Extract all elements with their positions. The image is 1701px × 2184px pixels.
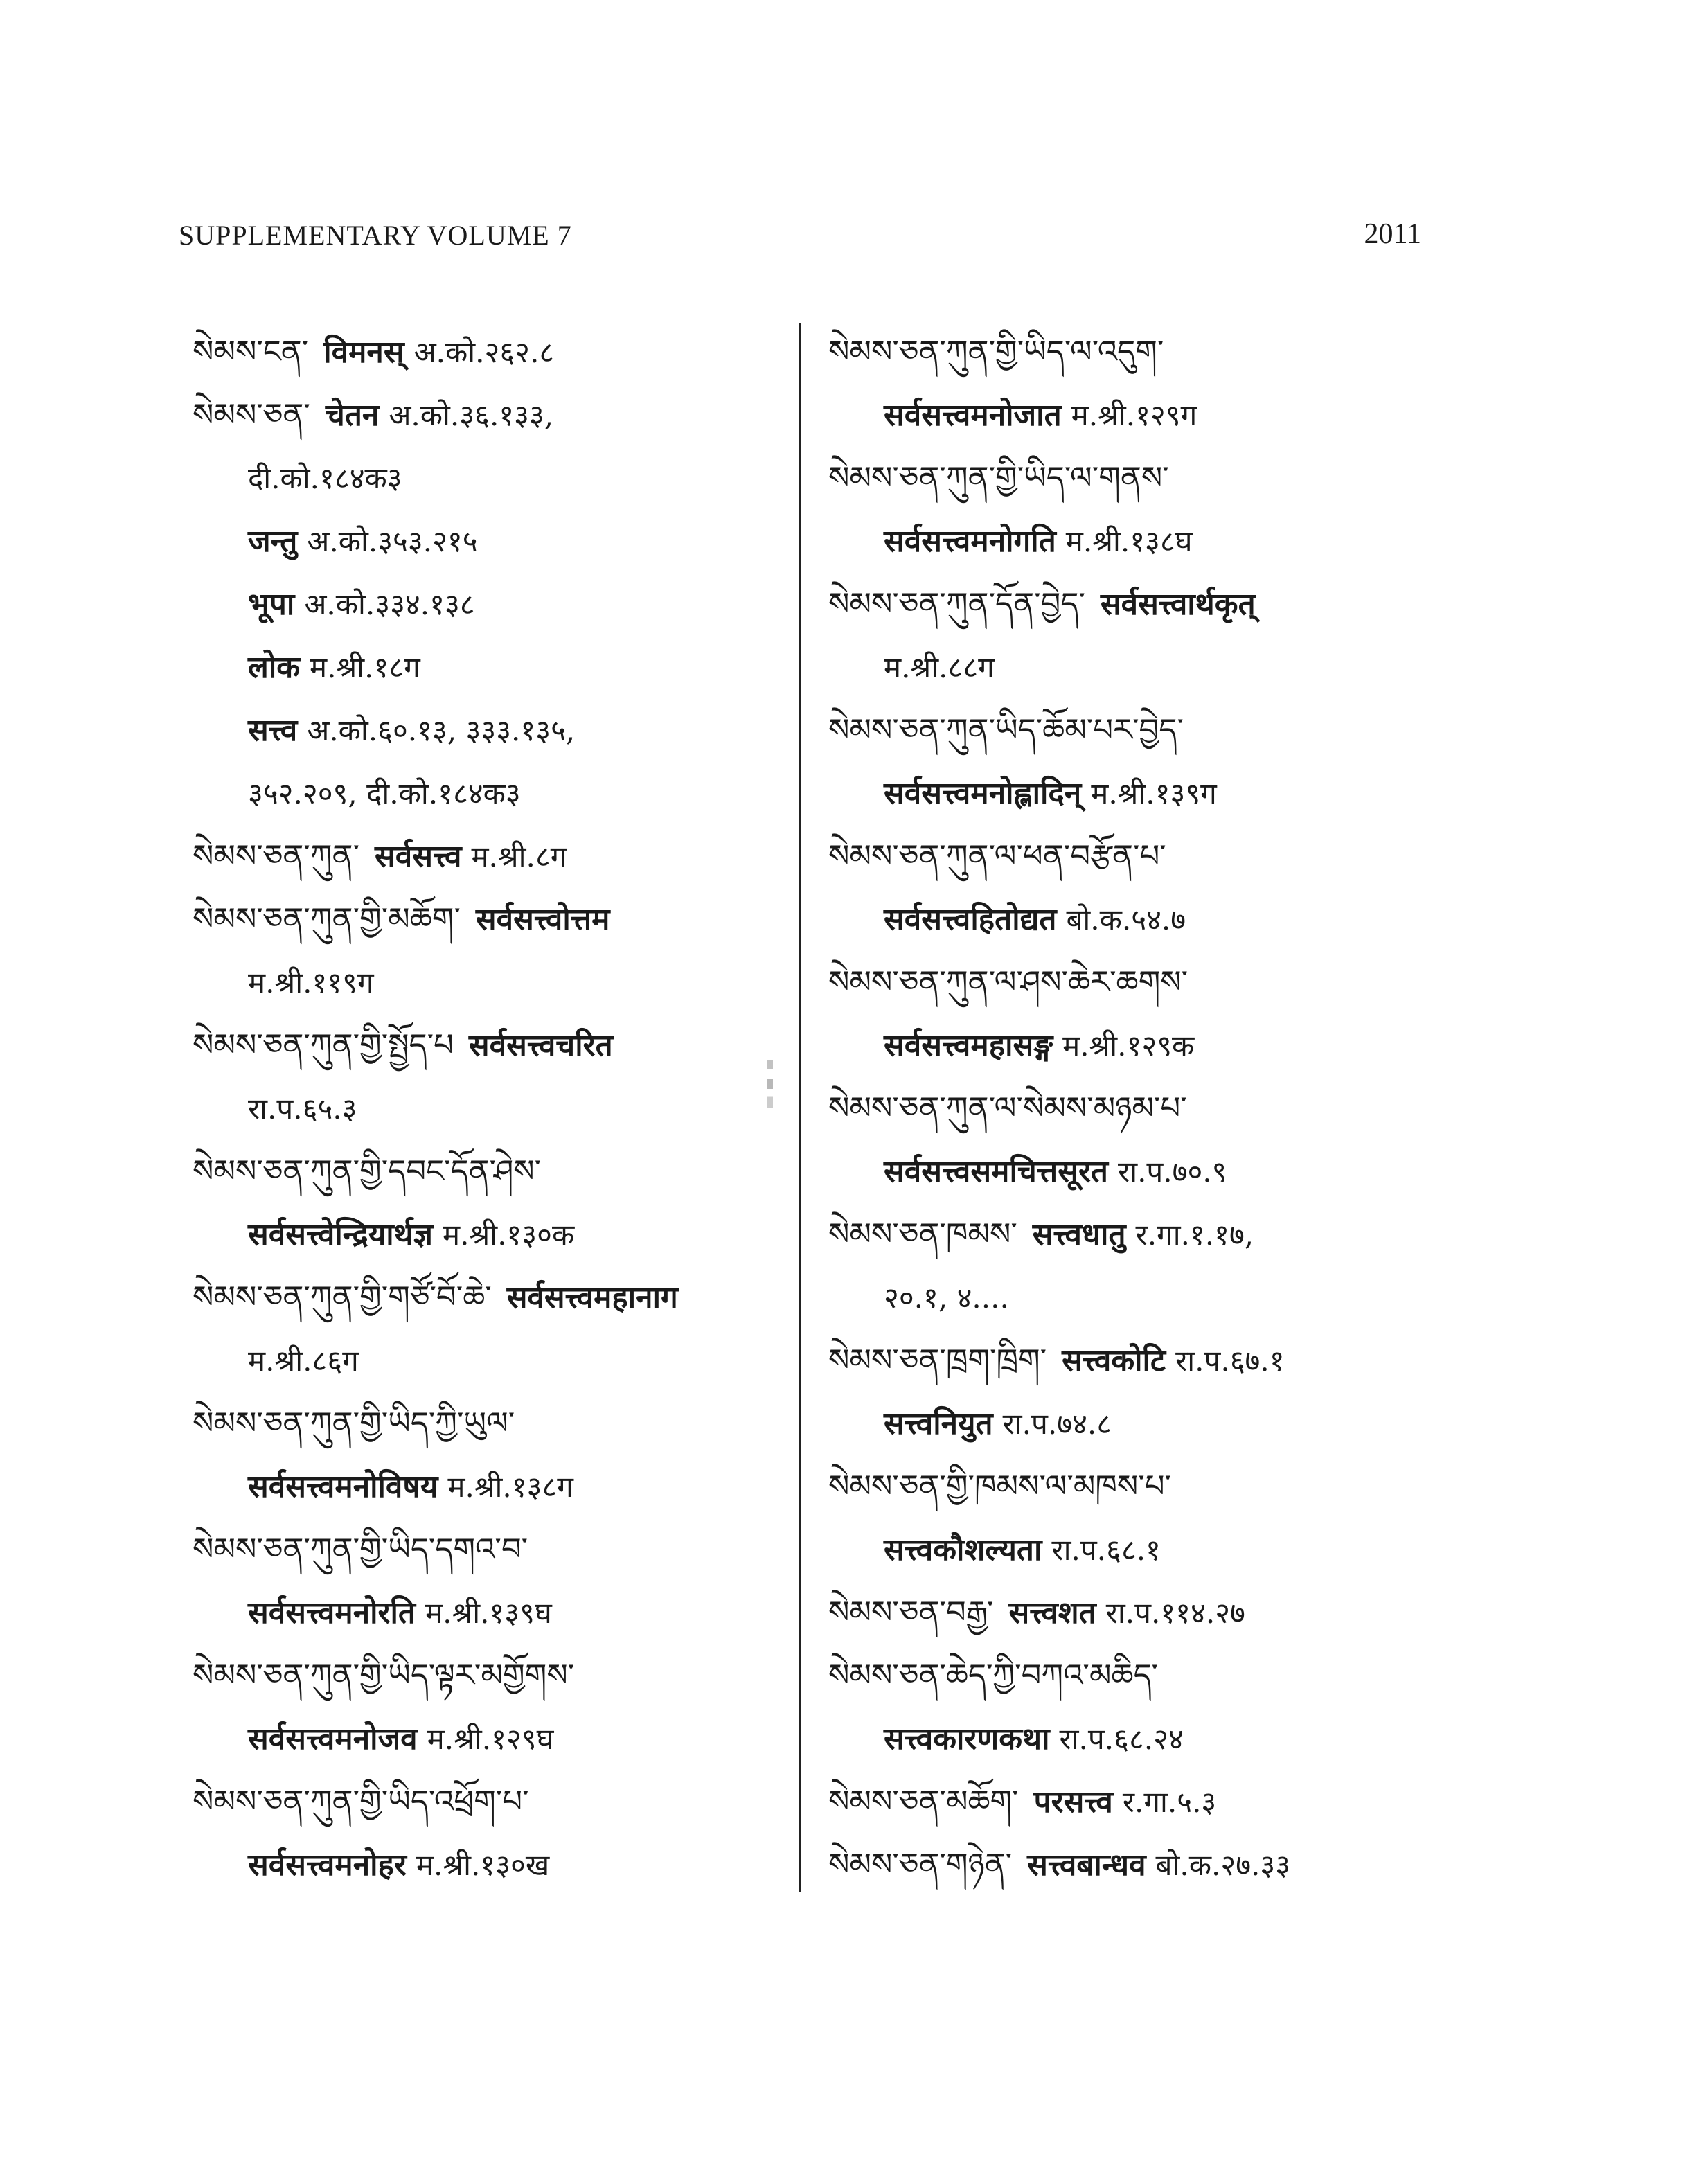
source-reference: म.श्री.१३०क [443,1218,575,1252]
sanskrit-equivalent: सर्वसत्त्वेन्द्रियार्थज्ञ [248,1217,433,1252]
source-reference: रा.प.६८.१ [1051,1533,1161,1567]
source-reference: म.श्री.१३९घ [425,1596,552,1630]
tibetan-term: སེམས་ཅན་ཀུན་གྱི་ཡིད་འཕྲོག་པ་ [193,1783,529,1820]
tibetan-term: སེམས་ཅན་ཀུན་གྱི་ཡིད་ཀྱི་ཡུལ་ [193,1405,515,1441]
sanskrit-equivalent: सत्त्वनियुत [884,1406,993,1441]
sanskrit-equivalent: सर्वसत्त्वमनोहर [248,1847,407,1883]
dictionary-line [828,698,1438,761]
dictionary-line [828,320,1438,383]
dictionary-line [193,509,788,572]
source-reference: म.श्री.१२९क [1062,1029,1195,1063]
source-reference: म.श्री.१२९घ [427,1722,554,1756]
sanskrit-equivalent: भूपा [248,587,295,622]
dictionary-line [193,698,788,761]
dictionary-line [828,1455,1438,1518]
source-reference: अ.को.६०.१३, ३३३.१३५, [307,713,576,747]
sanskrit-equivalent: चेतन [325,398,380,433]
tibetan-term: སེམས་ཅན་གཉེན་ [828,1846,1013,1883]
tibetan-term: སེམས་ཅན་ཀུན་ཡིད་ཆོམ་པར་བྱེད་ [828,711,1184,748]
dictionary-line [828,1581,1438,1644]
sanskrit-equivalent: विमनस् [323,335,404,370]
scan-artifact [767,1060,773,1108]
sanskrit-equivalent: लोक [248,650,301,685]
tibetan-term: སེམས་ཅན་ཀུན་ལ་སེམས་མཉམ་པ་ [828,1090,1187,1126]
dictionary-line [193,572,788,635]
dictionary-line [828,509,1438,572]
source-reference: म.श्री.१३०ख [416,1848,550,1882]
source-reference: रा.प.७४.८ [1002,1407,1112,1441]
source-reference: म.श्री.१२९ग [1071,398,1197,432]
dictionary-line [828,1139,1438,1202]
column-divider [799,323,801,1892]
sanskrit-equivalent: सर्वसत्त्वसमचित्तसूरत [884,1154,1109,1189]
left-column [193,320,788,1896]
sanskrit-equivalent: सत्त्वकोटि [1062,1343,1166,1378]
dictionary-line [828,572,1438,635]
dictionary-line [193,1076,788,1139]
tibetan-term: སེམས་ཅན་ཀུན་གྱི་ཡིད་ལྟར་མགྱོགས་ [193,1657,575,1694]
dictionary-line [193,950,788,1013]
sanskrit-equivalent: सत्त्वकौशल्यता [884,1532,1042,1568]
sanskrit-equivalent: सर्वसत्त्वचरित [468,1028,613,1063]
sanskrit-equivalent: सर्वसत्त्वोत्तम [475,902,610,937]
sanskrit-equivalent: सत्त्वबान्धव [1027,1847,1146,1883]
dictionary-line [193,1202,788,1266]
dictionary-line [828,950,1438,1013]
sanskrit-equivalent: सर्वसत्त्वमनोह्लादिन् [884,776,1082,811]
tibetan-term: སེམས་ཅན་ཀུན་གྱི་ཡིད་ལ་གནས་ [828,459,1169,496]
dictionary-line [828,635,1438,698]
source-reference: रा.प.६७.१ [1175,1344,1285,1378]
tibetan-term: སེམས་ཅན་མཆོག་ [828,1783,1019,1820]
dictionary-line [193,320,788,383]
dictionary-line [193,1833,788,1896]
source-reference: बो.क.५४.७ [1066,903,1186,936]
dictionary-line [828,1202,1438,1266]
source-reference: म.श्री.११९ग [248,966,374,1000]
dictionary-line [828,1329,1438,1392]
source-reference: रा.प.६८.२४ [1059,1722,1184,1756]
dictionary-line [193,887,788,950]
dictionary-line [828,761,1438,824]
sanskrit-equivalent: सर्वसत्त्वमनोगति [884,524,1056,559]
dictionary-line [828,1770,1438,1833]
sanskrit-equivalent: सत्त्वधातु [1032,1217,1126,1252]
tibetan-term: སེམས་ཅན་ཀུན་གྱི་ཡིད་དགའ་བ་ [193,1531,528,1568]
tibetan-term: སེམས་ཅན་ཀུན་གྱི་དབང་དོན་ཤེས་ [193,1153,542,1189]
dictionary-line [828,1707,1438,1770]
source-reference: र.गा.५.३ [1122,1785,1217,1819]
source-reference: म.श्री.८ग [471,840,567,873]
sanskrit-equivalent: सर्वसत्त्वमहासङ्ग [884,1028,1053,1063]
sanskrit-equivalent: सर्वसत्त्वमहानाग [506,1280,678,1315]
source-reference: २०.१, ४.... [884,1281,1009,1315]
tibetan-term: སེམས་ཅན་ཀུན་གྱི་མཆོག་ [193,900,461,937]
dictionary-line [193,1013,788,1076]
tibetan-term: སེམས་ཅན་ཀུན་ལ་ཤས་ཆེར་ཆགས་ [828,964,1188,1000]
dictionary-line [828,1266,1438,1329]
dictionary-line [828,1013,1438,1076]
source-reference: म.श्री.१३९ग [1091,776,1217,810]
sanskrit-equivalent: परसत्त्व [1033,1784,1113,1820]
dictionary-line [828,1076,1438,1139]
tibetan-term: སེམས་ཅན་ཀུན་གྱི་གཙོ་བོ་ཆེ་ [193,1279,492,1315]
sanskrit-equivalent: सत्त्वशत [1008,1595,1096,1631]
tibetan-term: སེམས་ཅན་ཆེད་ཀྱི་བཀའ་མཆིད་ [828,1657,1159,1694]
tibetan-term: སེམས་ཅན་ཀུན་དོན་བྱེད་ [828,585,1085,622]
source-reference: म.श्री.८६ग [248,1344,359,1378]
tibetan-term: སེམས་ཅན་བརྒྱ་ [828,1594,994,1631]
source-reference: रा.प.७०.९ [1118,1155,1227,1189]
dictionary-line [193,761,788,824]
tibetan-term: སེམས་ཅན་གྱི་ཁམས་ལ་མཁས་པ་ [828,1468,1172,1504]
sanskrit-equivalent: सर्वसत्त्वमनोजात [884,398,1062,433]
sanskrit-equivalent: सर्वसत्त्वहितोद्यत [884,902,1057,937]
dictionary-line [828,446,1438,509]
sanskrit-equivalent: सर्वसत्त्वार्थकृत् [1100,587,1256,622]
source-reference: म.श्री.८८ग [884,650,995,684]
tibetan-term: སེམས་ཅན་ཀུན་གྱི་ཡིད་ལ་འདུག་ [828,333,1164,370]
dictionary-line [828,1392,1438,1455]
sanskrit-equivalent: सर्वसत्त्वमनोविषय [248,1469,438,1504]
dictionary-line [828,1833,1438,1896]
sanskrit-equivalent: सत्त्वकारणकथा [884,1721,1050,1757]
source-reference: म.श्री.१८ग [310,650,420,684]
tibetan-term: སེམས་ཅན་ཀུན་གྱི་སྤྱོད་པ [193,1027,454,1063]
tibetan-term: སེམས་ཅན་ཀུན་ལ་ཕན་བརྩོན་པ་ [828,837,1166,874]
source-reference: अ.को.३५३.२१५ [307,524,478,558]
dictionary-line [193,1266,788,1329]
dictionary-line [193,383,788,446]
source-reference: म.श्री.१३८घ [1065,524,1193,558]
dictionary-line [193,1770,788,1833]
dictionary-line [193,1518,788,1581]
dictionary-line [193,446,788,509]
dictionary-line [193,635,788,698]
sanskrit-equivalent: सत्त्व [248,713,298,748]
dictionary-line [193,1707,788,1770]
dictionary-line [193,1644,788,1707]
source-reference: रा.प.६५.३ [248,1092,357,1126]
right-column [828,320,1438,1896]
source-reference: र.गा.१.१७, [1135,1218,1254,1252]
source-reference: अ.को.३३४.१३८ [304,587,475,621]
source-reference: अ.को.३६.१३३, [389,398,554,432]
source-reference: अ.को.२६२.८ [413,335,555,369]
dictionary-line [828,1518,1438,1581]
dictionary-line [828,383,1438,446]
dictionary-line [828,887,1438,950]
sanskrit-equivalent: जन्तु [248,524,298,559]
source-reference: रा.प.११४.२७ [1105,1596,1245,1630]
running-header: SUPPLEMENTARY VOLUME 7 [179,220,572,251]
source-reference: म.श्री.१३८ग [447,1470,573,1504]
tibetan-term: སེམས་ཅན་ཁྲག་ཁྲིག་ [828,1342,1047,1378]
dictionary-line [828,1644,1438,1707]
source-reference: ३५२.२०९, दी.को.१८४क३ [248,776,521,810]
dictionary-line [193,824,788,887]
sanskrit-equivalent: सर्वसत्त्व [375,839,462,874]
page-number: 2011 [1364,218,1421,250]
sanskrit-equivalent: सर्वसत्त्वमनोरति [248,1595,416,1631]
dictionary-line [193,1581,788,1644]
source-reference: बो.क.२७.३३ [1155,1848,1291,1882]
dictionary-line [828,824,1438,887]
tibetan-term: སེམས་ཅན་ཁམས་ [828,1216,1017,1252]
tibetan-term: སེམས་ངན་ [193,333,309,370]
tibetan-term: སེམས་ཅན་ [193,396,310,433]
sanskrit-equivalent: सर्वसत्त्वमनोजव [248,1721,418,1757]
source-reference: दी.को.१८४क३ [248,461,402,495]
dictionary-line [193,1139,788,1202]
dictionary-line [193,1392,788,1455]
tibetan-term: སེམས་ཅན་ཀུན་ [193,837,360,874]
dictionary-line [193,1455,788,1518]
dictionary-line [193,1329,788,1392]
